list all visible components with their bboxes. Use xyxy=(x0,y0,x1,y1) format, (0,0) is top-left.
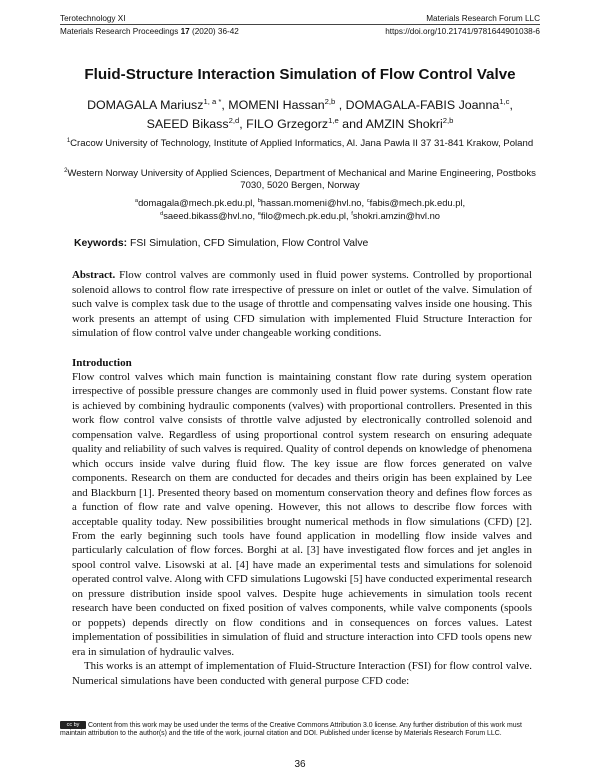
author: MOMENI Hassan$^{2,b}$ , xyxy=(228,96,346,112)
section-heading: Introduction xyxy=(72,357,132,369)
header-rule xyxy=(60,24,540,25)
paragraph: Flow control valves which main function is maintaining constant flow rate during system operation irrespective of possible pressure changes are commonly used in fluid power systems. Constant flow rate is achieved by combining hydraulic components (valves) with proportional controllers. Presented in this work flow control valve consists of throttle valve adjusted by electronically controlled solenoid and compensation valve. Regardless of using proportional control system research on ensuring adequate quality and reliability of such valves is required. Quality of control depends on knowledge of phenomena which occurs inside valve during fluid flow. The key issue are flow forces generated on valve components. Research on them are conducted for decades and theirs origin has been explained by Lee and Blackburn [1]. Presented theory based on momentum conservation theory and defines flow forces as a function of flow rate and valve opening. However, this not allows to describe flow forces with acceptable quality today. New possibilities brought numerical methods in flow simulations (CFD) [2]. From the early beginning such tools have found application in modelling flow inside valves and particularly calculation of flow forces. Borghi at al. [3] have investigated flow forces and jet angles in spool control valve. Lisowski at al. [4] have made an experimental tests and simulations for solenoid operated control valve. Along with CFD simulations Lugowski [5] have conducted experimental research on pressure distribution inside spool valves. Despite huge achievements in simulation tools recent research have been conducted on fixed position of valves components, while valve components (spools or poppets) depends directly on flow conditions and in consequences on forces values. Latest implementation of possibilities in simulation of fluid and structure interaction into CFD tools opens new era in simulation of hydraulic valves. xyxy=(72,371,532,658)
email[interactable]: $^b$hassan.momeni@hvl.no, xyxy=(257,197,367,208)
license-text: Content from this work may be used under the terms of the Creative Commons Attribution 3.0 license. Any further distribution of this work must maintain attribution to the author(s) and the title of the work, journal citation and DOI. Published under license by Materials Research Forum LLC. xyxy=(60,721,522,738)
affiliation: $^1$Cracow University of Technology, Institute of Applied Informatics, Al. Jana Pawla II 37 31-841 Krakow, Poland xyxy=(66,137,534,149)
keywords xyxy=(74,238,540,249)
author: FILO Grzegorz$^{1,e}$ and xyxy=(246,115,366,131)
running-header xyxy=(60,14,540,23)
email-list xyxy=(60,196,540,222)
abstract xyxy=(72,268,532,341)
paper-title: Fluid-Structure Interaction Simulation of Flow Control Valve xyxy=(84,66,516,83)
citation-line xyxy=(60,27,540,36)
email[interactable]: $^c$fabis@mech.pk.edu.pl, xyxy=(366,197,466,208)
license-footer xyxy=(60,721,540,739)
author: SAEED Bikass$^{2,d}$, xyxy=(146,115,247,131)
author-list xyxy=(40,96,560,134)
email[interactable]: $^f$shokri.amzin@hvl.no xyxy=(351,210,440,221)
author: DOMAGALA Mariusz$^{1, a *}$, xyxy=(87,96,229,112)
publisher-name: Materials Research Forum LLC xyxy=(426,14,540,23)
email[interactable]: $^a$domagala@mech.pk.edu.pl, xyxy=(134,197,258,208)
keywords-text: FSI Simulation, CFD Simulation, Flow Control Valve xyxy=(127,238,369,249)
keywords-label: Keywords: xyxy=(74,238,128,249)
author: DOMAGALA-FABIS Joanna$^{1,c}$, xyxy=(345,96,513,112)
volume: 17 xyxy=(180,27,190,36)
page-number: 36 xyxy=(294,759,306,770)
author: AMZIN Shokri$^{2,b}$ xyxy=(365,115,454,131)
email[interactable]: $^d$saeed.bikass@hvl.no, xyxy=(159,210,258,221)
paragraph: This works is an attempt of implementation of Fluid-Structure Interaction (FSI) for flow control valve. Numerical simulations have been conducted with general purpose CFD code: xyxy=(72,660,532,687)
abstract-label: Abstract. xyxy=(72,269,116,281)
doi-link[interactable]: https://doi.org/10.21741/9781644901038-6 xyxy=(385,27,540,36)
conference-name: Terotechnology XI xyxy=(60,14,126,23)
proceedings-citation: Materials Research Proceedings 17 (2020) 36-42 xyxy=(60,27,239,36)
affiliation: $^2$Western Norway University of Applied Sciences, Department of Mechanical and Marine Engineering, Postboks 7030, 5020 Bergen, Norway xyxy=(64,167,536,192)
abstract-text: Flow control valves are commonly used in fluid power systems. Controlled by proportional solenoid allows to control flow rate irrespective of pressure on inlet or outlet of the valve. Simulation of such valve is complex task due to the usage of throttle and compensating valves inside one housing. This work presents an attempt of using CFD simulation with implemented Fluid Structure Interaction for simulation of flow control valve under changeable working conditions. xyxy=(72,269,532,339)
email[interactable]: $^e$filo@mech.pk.edu.pl, xyxy=(257,210,352,221)
introduction-body xyxy=(72,370,532,688)
cc-by-icon[interactable]: cc by xyxy=(60,721,86,729)
